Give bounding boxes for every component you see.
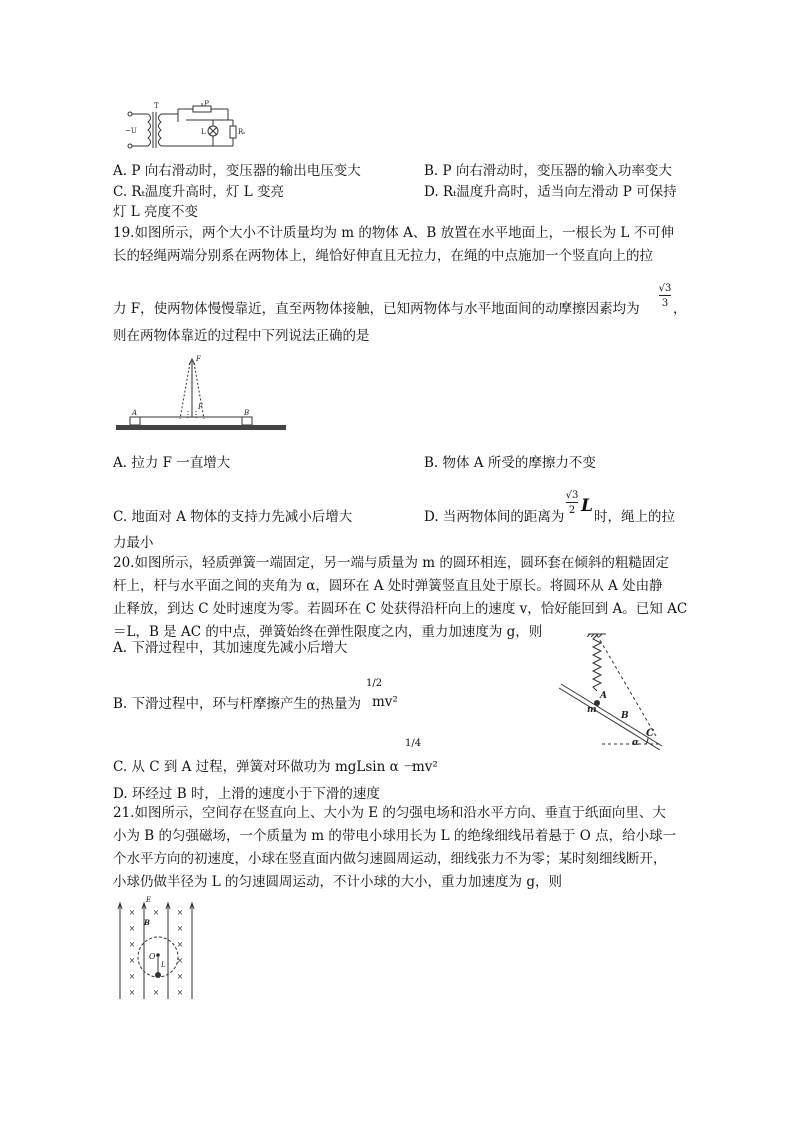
mu-fraction-numerator: √3 (658, 283, 672, 294)
cross-mark: × (152, 908, 160, 917)
q20-option-b: B. 下滑过程中，环与杆摩擦产生的热量为 (113, 696, 362, 712)
label-A: A (600, 691, 607, 701)
label-O: O (149, 952, 156, 961)
q21-line-4: 小球仍做半径为 L 的匀速圆周运动，不计小球的大小，重力加速度为 g，则 (113, 874, 562, 890)
q20-line-2: 杆上，杆与水平面之间的夹角为 α，圆环在 A 处时弹簧竖直且处于原长。将圆环从 A 处由静 (113, 578, 663, 594)
heat-fraction (366, 678, 383, 689)
cross-mark: × (128, 924, 136, 933)
label-C: C (646, 728, 654, 739)
spring-ring-incline-figure (556, 632, 668, 750)
q21-line-1: 21.如图所示，空间存在竖直向上、大小为 E 的匀强电场和沿水平方向、垂直于纸面向里、大 (113, 805, 666, 821)
cross-mark: × (128, 988, 136, 997)
q19-line-4: 则在两物体靠近的过程中下列说法正确的是 (113, 328, 370, 344)
label-F-mid: F (198, 403, 203, 411)
mu-fraction-bar (659, 295, 671, 296)
cross-mark: × (176, 988, 184, 997)
label-L: L (201, 128, 206, 136)
cross-mark: × (176, 956, 184, 965)
heat-mv2: mv² (372, 694, 398, 710)
cross-mark: × (128, 956, 136, 965)
distance-fraction-bar (566, 502, 578, 503)
label-m: m (587, 705, 597, 715)
cross-mark: × (176, 908, 184, 917)
q19-line-3-end: ， (673, 301, 687, 317)
distance-L: L (581, 496, 593, 516)
cross-mark: × (152, 988, 160, 997)
q19-option-d: D. 当两物体间的距离为 (424, 509, 565, 525)
q19-option-d-end: 时，绳上的拉 (594, 509, 675, 525)
q20-option-a: A. 下滑过程中，其加速度先减小后增大 (113, 640, 348, 656)
work-fraction-value: 1/4 (405, 738, 422, 749)
q18-option-d: D. Rₜ温度升高时，适当向左滑动 P 可保持 (424, 184, 677, 200)
work-mv2: mv² (412, 759, 438, 775)
label-F-top: F (196, 355, 201, 363)
cross-mark: × (176, 940, 184, 949)
label-alpha: α (632, 738, 639, 748)
label-A: A (132, 409, 138, 417)
q18-option-a: A. P 向右滑动时，变压器的输出电压变大 (113, 163, 361, 179)
distance-fraction-denominator: 2 (568, 505, 576, 516)
cross-mark: × (128, 940, 136, 949)
label-U: ~U (125, 127, 137, 135)
cross-mark: × (128, 908, 136, 917)
q20-line-4: ＝L，B 是 AC 的中点，弹簧始终在弹性限度之内，重力加速度为 g，则 (113, 624, 543, 640)
q18-option-c: C. Rₜ温度升高时，灯 L 变亮 (113, 184, 284, 200)
q21-line-2: 小为 B 的匀强磁场，一个质量为 m 的带电小球用长为 L 的绝缘细线吊着悬于 O 点，给小球一 (113, 828, 677, 844)
q20-option-c: C. 从 C 到 A 过程，弹簧对环做功为 mgLsin α － (113, 759, 417, 775)
transformer-circuit-figure (118, 100, 248, 156)
q20-line-3: 止释放，到达 C 处时速度为零。若圆环在 C 处获得沿杆向上的速度 v，恰好能回到 A。已知 AC (113, 601, 688, 617)
distance-fraction-numerator: √3 (565, 490, 579, 501)
q19-option-a: A. 拉力 F 一直增大 (113, 455, 231, 471)
cross-mark: × (176, 924, 184, 933)
q19-line-3: 力 F，使两物体慢慢靠近，直至两物体接触，已知两物体与水平地面间的动摩擦因素均为 (113, 301, 640, 317)
q20-line-1: 20.如图所示，轻质弹簧一端固定，另一端与质量为 m 的圆环相连，圆环套在倾斜的粗糙固定 (113, 555, 669, 571)
rope-blocks-figure (116, 353, 286, 437)
mu-fraction-denominator: 3 (661, 298, 669, 309)
cross-mark: × (128, 972, 136, 981)
label-T: T (154, 102, 159, 110)
label-P: P (204, 100, 209, 108)
q19-option-b: B. 物体 A 所受的摩擦力不变 (424, 455, 596, 471)
q21-line-3: 个水平方向的初速度，小球在竖直面内做匀速圆周运动，细线张力不为零；某时刻细线断开， (113, 851, 667, 867)
q19-stem (113, 222, 683, 268)
q18-option-b: B. P 向右滑动时，变压器的输入功率变大 (424, 163, 672, 179)
label-B: B (144, 918, 150, 927)
field-pendulum-figure (116, 895, 206, 1003)
label-E: E (146, 896, 152, 904)
label-L: L (161, 961, 166, 969)
label-B: B (621, 711, 629, 721)
q20-option-d: D. 环经过 B 时，上滑的速度小于下滑的速度 (113, 786, 380, 802)
q19-line-2: 长的轻绳两端分别系在两物体上，绳恰好伸直且无拉力，在绳的中点施加一个竖直向上的拉 (113, 248, 653, 264)
q21-stem (113, 802, 683, 894)
label-RT: Rₜ (238, 128, 245, 136)
label-B: B (244, 409, 250, 417)
q19-line-1: 19.如图所示，两个大小不计质量均为 m 的物体 A、B 放置在水平地面上，一根长为 L 不可伸 (113, 225, 675, 241)
heat-fraction-value: 1/2 (366, 678, 383, 689)
q18-option-d-cont: 灯 L 亮度不变 (113, 204, 199, 220)
cross-mark: × (176, 972, 184, 981)
work-fraction (405, 738, 422, 749)
q19-option-c: C. 地面对 A 物体的支持力先减小后增大 (113, 509, 353, 525)
q20-stem (113, 552, 688, 644)
q19-option-d-cont: 力最小 (113, 535, 154, 551)
